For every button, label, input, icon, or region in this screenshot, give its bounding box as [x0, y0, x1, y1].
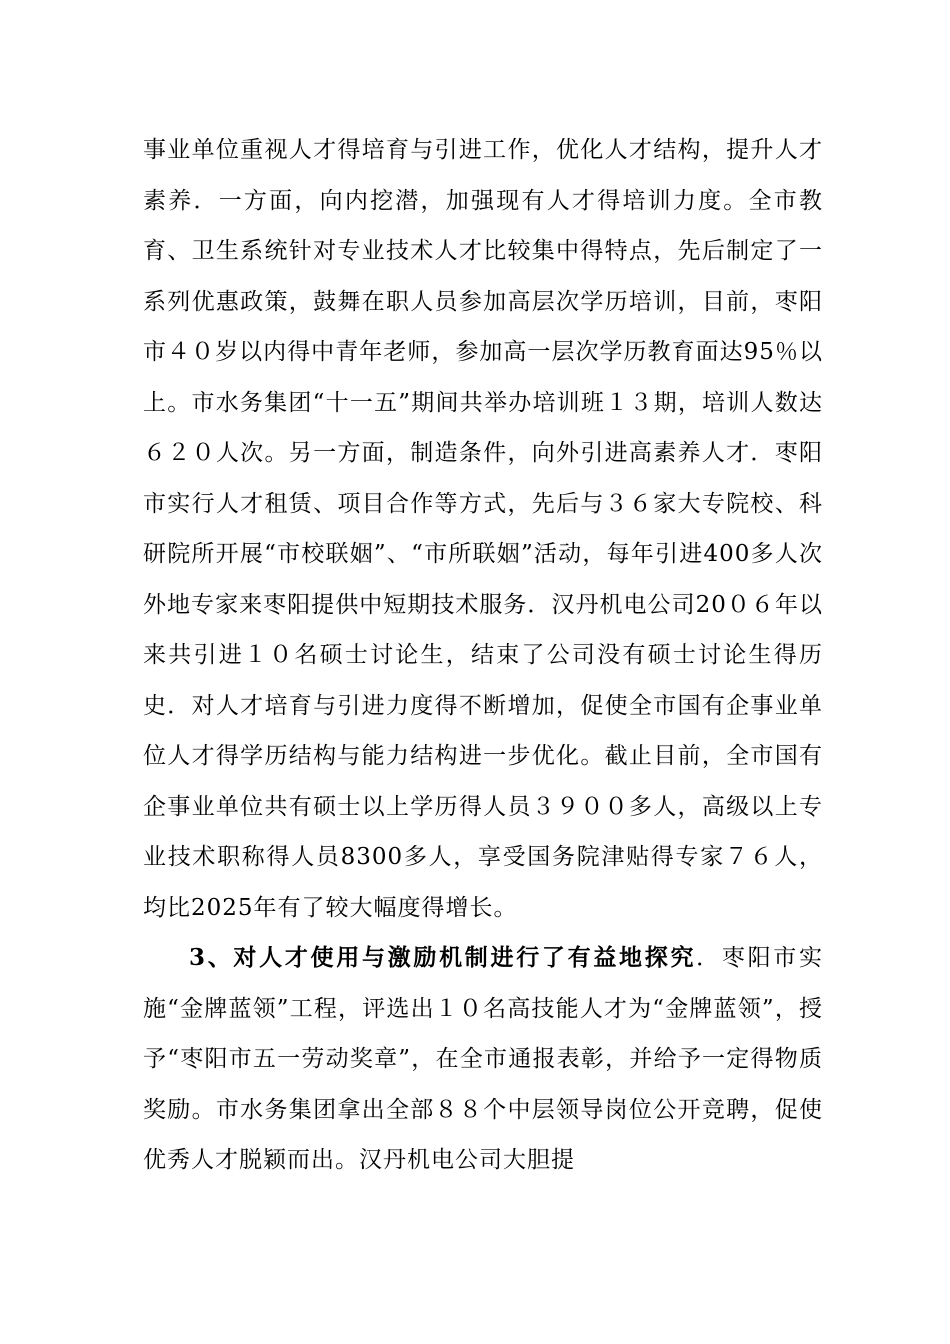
body-text — [143, 125, 823, 1186]
paragraph-talent-incentive — [143, 933, 823, 1186]
section-heading-3: 3、对人才使用与激励机制进行了有益地探究 — [189, 944, 697, 971]
paragraph-talent-cultivation: 事业单位重视人才得培育与引进工作，优化人才结构，提升人才素养．一方面，向内挖潜，加强现有人才得培训力度。全市教育、卫生系统针对专业技术人才比较集中得特点，先后制定了一系列优惠政策，鼓舞在职人员参加高层次学历培训，目前，枣阳市４０岁以内得中青年老师，参加高一层次学历教育面达95％以上。市水务集团“十一五”期间共举办培训班１３期，培训人数达６２０人次。另一方面，制造条件，向外引进高素养人才．枣阳市实行人才租赁、项目合作等方式，先后与３６家大专院校、科研院所开展“市校联姻”、“市所联姻”活动，每年引进400多人次外地专家来枣阳提供中短期技术服务．汉丹机电公司20０６年以来共引进１０名硕士讨论生，结束了公司没有硕士讨论生得历史．对人才培育与引进力度得不断增加，促使全市国有企事业单位人才得学历结构与能力结构进一步优化。截止目前，全市国有企事业单位共有硕士以上学历得人员３９００多人，高级以上专业技术职称得人员8300多人，享受国务院津贴得专家７６人，均比2025年有了较大幅度得增长。 — [143, 137, 823, 921]
paragraph-talent-incentive-text: ．枣阳市实施“金牌蓝领”工程，评选出１０名高技能人才为“金牌蓝领”，授予“枣阳市五一劳动奖章”，在全市通报表彰，并给予一定得物质奖励。市水务集团拿出全部８８个中层领导岗位公开竞聘，促使优秀人才脱颖而出。汉丹机电公司大胆提 — [143, 945, 824, 1173]
